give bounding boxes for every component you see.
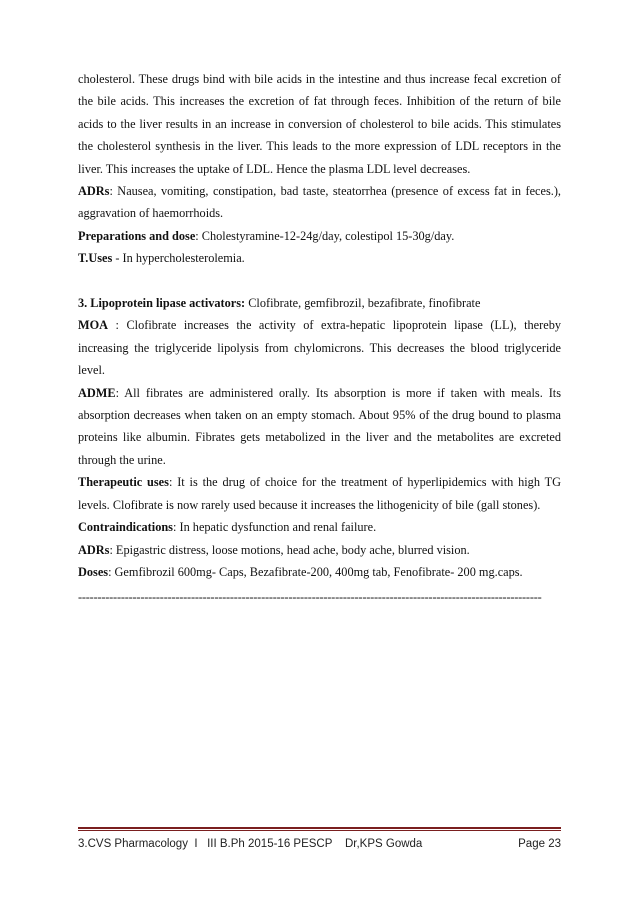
section-heading bbox=[78, 292, 561, 314]
therapeutic-uses-label: Therapeutic uses bbox=[78, 475, 169, 490]
adrs-paragraph-2 bbox=[78, 539, 561, 561]
contraindications-label: Contraindications bbox=[78, 520, 173, 535]
adme-label: ADME bbox=[78, 385, 116, 400]
dashed-separator: ----------------------------------------------------------------------------------------------------------------------- bbox=[78, 590, 542, 604]
intro-paragraph: cholesterol. These drugs bind with bile acids in the intestine and thus increase fecal excretion of the bile acids. This increases the excretion of fat through feces. Inhibition of the return of bile acids to the liver results in an increase in conversion of cholesterol to bile acids. This stimulates the cholesterol synthesis in the liver. This leads to the more expression of LDL receptors in the liver. This increases the uptake of LDL. Hence the plasma LDL level decreases. bbox=[78, 72, 561, 176]
section-heading-label: 3. Lipoprotein lipase activators: bbox=[78, 296, 246, 311]
footer-course-info: 3.CVS Pharmacology I III B.Ph 2015-16 PESCP Dr,KPS Gowda bbox=[78, 838, 423, 850]
adme-paragraph bbox=[78, 382, 561, 472]
footer-rule-thick bbox=[78, 827, 561, 829]
footer-rule-thin bbox=[78, 830, 561, 831]
doses-text: : Gemfibrozil 600mg- Caps, Bezafibrate-200, 400mg tab, Fenofibrate- 200 mg.caps. bbox=[108, 564, 523, 579]
adrs-paragraph bbox=[78, 180, 561, 225]
tuses-paragraph bbox=[78, 247, 561, 269]
therapeutic-uses-text: : It is the drug of choice for the treatment of hyperlipidemics with high TG levels. Clofibrate is now rarely used because it increases the lithogenicity of bile (gall stones). bbox=[78, 475, 561, 512]
preparations-text: : Cholestyramine-12-24g/day, colestipol 15-30g/day. bbox=[195, 228, 455, 243]
tuses-text: - In hypercholesterolemia. bbox=[112, 251, 245, 266]
adrs-text: : Nausea, vomiting, constipation, bad taste, steatorrhea (presence of excess fat in feces.), aggravation of haemorrhoids. bbox=[78, 184, 561, 221]
adrs-label: ADRs bbox=[78, 184, 110, 199]
preparations-paragraph bbox=[78, 225, 561, 247]
blank-line bbox=[78, 270, 561, 292]
therapeutic-uses-paragraph bbox=[78, 471, 561, 516]
moa-paragraph bbox=[78, 314, 561, 381]
page-number: Page 23 bbox=[518, 838, 561, 850]
adme-text: : All fibrates are administered orally. Its absorption is more if taken with meals. Its absorption decreases when taken on an empty stomach. About 95% of the drug bound to plasma proteins like albumin. Fibrates gets metabolized in the liver and the metabolites are excreted through the urine. bbox=[78, 385, 561, 467]
adrs-label-2: ADRs bbox=[78, 542, 110, 557]
tuses-label: T.Uses bbox=[78, 251, 113, 266]
doses-label: Doses bbox=[78, 564, 109, 579]
document-body bbox=[78, 68, 561, 583]
moa-label: MOA bbox=[78, 318, 109, 333]
contraindications-paragraph bbox=[78, 516, 561, 538]
section-drugs: Clofibrate, gemfibrozil, bezafibrate, finofibrate bbox=[245, 296, 481, 311]
adrs-text-2: : Epigastric distress, loose motions, head ache, body ache, blurred vision. bbox=[109, 542, 470, 557]
moa-text: : Clofibrate increases the activity of extra-hepatic lipoprotein lipase (LL), thereby increasing the triglyceride lipolysis from chylomicrons. This decreases the blood triglyceride level. bbox=[78, 318, 561, 378]
preparations-label: Preparations and dose bbox=[78, 228, 196, 243]
doses-paragraph bbox=[78, 561, 561, 583]
contraindications-text: : In hepatic dysfunction and renal failure. bbox=[172, 520, 377, 535]
